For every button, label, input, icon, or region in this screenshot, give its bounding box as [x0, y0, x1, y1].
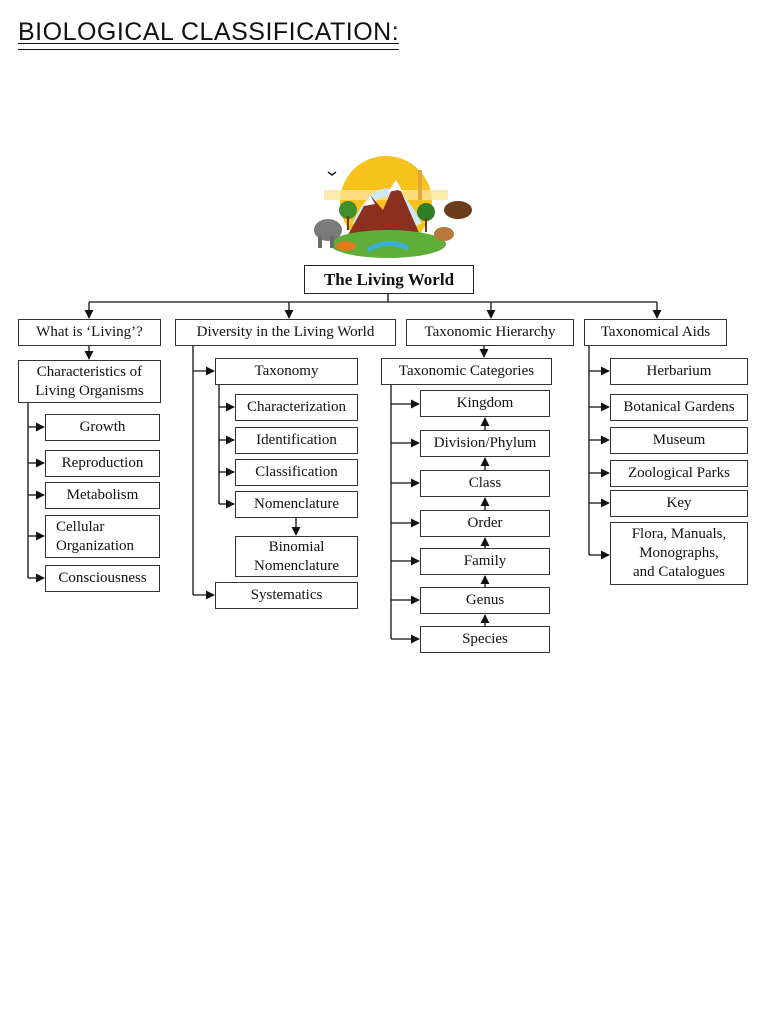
living-item-consciousness: Consciousness — [45, 565, 160, 592]
taxonomy-item-characterization: Characterization — [235, 394, 358, 421]
aids-item-flora-manuals: Flora, Manuals, Monographs, and Catalogues — [610, 522, 748, 585]
page-title: BIOLOGICAL CLASSIFICATION: — [18, 18, 400, 46]
branch-living: What is ‘Living’? — [18, 319, 161, 346]
diversity-taxonomy-node: Taxonomy — [215, 358, 358, 385]
living-item-cellular-organization: Cellular Organization — [45, 515, 160, 558]
taxonomy-item-nomenclature: Nomenclature — [235, 491, 358, 518]
aids-item-key: Key — [610, 490, 748, 517]
branch-hierarchy: Taxonomic Hierarchy — [406, 319, 574, 346]
living-item-growth: Growth — [45, 414, 160, 441]
hierarchy-level-kingdom: Kingdom — [420, 390, 550, 417]
aids-item-zoological-parks: Zoological Parks — [610, 460, 748, 487]
branch-diversity: Diversity in the Living World — [175, 319, 396, 346]
root-node: The Living World — [304, 265, 474, 294]
diversity-binomial-node: Binomial Nomenclature — [235, 536, 358, 577]
aids-item-museum: Museum — [610, 427, 748, 454]
hierarchy-categories-node: Taxonomic Categories — [381, 358, 552, 385]
diversity-systematics-node: Systematics — [215, 582, 358, 609]
hierarchy-level-species: Species — [420, 626, 550, 653]
hierarchy-level-division-phylum: Division/Phylum — [420, 430, 550, 457]
taxonomy-item-identification: Identification — [235, 427, 358, 454]
hierarchy-level-genus: Genus — [420, 587, 550, 614]
branch-aids: Taxonomical Aids — [584, 319, 727, 346]
hierarchy-level-family: Family — [420, 548, 550, 575]
living-item-reproduction: Reproduction — [45, 450, 160, 477]
aids-item-botanical-gardens: Botanical Gardens — [610, 394, 748, 421]
aids-item-herbarium: Herbarium — [610, 358, 748, 385]
hierarchy-level-order: Order — [420, 510, 550, 537]
living-item-metabolism: Metabolism — [45, 482, 160, 509]
hierarchy-level-class: Class — [420, 470, 550, 497]
taxonomy-item-classification: Classification — [235, 459, 358, 486]
living-characteristics-node: Characteristics of Living Organisms — [18, 360, 161, 403]
nature-landscape-icon — [308, 150, 478, 262]
